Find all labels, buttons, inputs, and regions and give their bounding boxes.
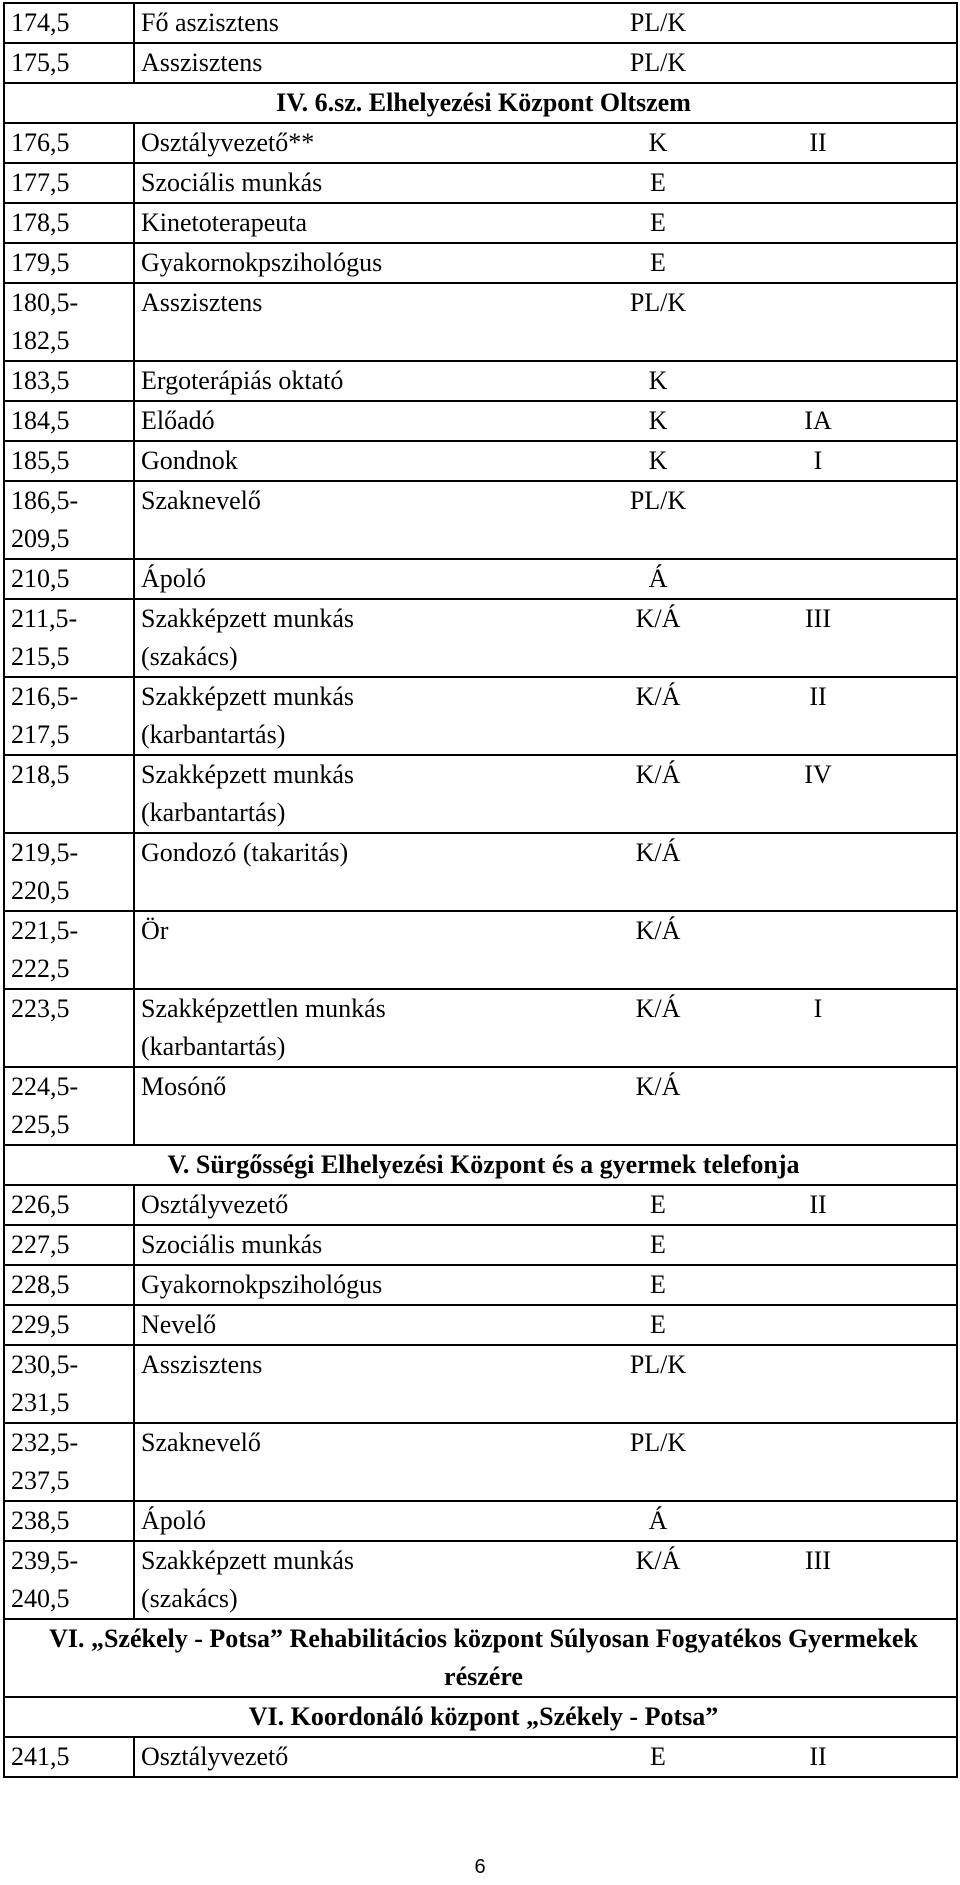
row-number-cell (4, 283, 134, 361)
position-cell (134, 401, 957, 441)
position-cell (134, 1305, 957, 1345)
pay-category: PL/K (629, 8, 687, 37)
position-cell (134, 43, 957, 83)
table-row (4, 43, 957, 83)
position-name: Szakképzett munkás (karbantartás) (141, 760, 354, 827)
table-row (4, 283, 957, 361)
grade: II (809, 1190, 827, 1219)
position-cell (134, 243, 957, 283)
row-number: 227,5 (11, 1230, 70, 1259)
grade: III (805, 604, 831, 633)
row-number-cell (4, 1067, 134, 1145)
staff-table (3, 2, 958, 1778)
row-number: 241,5 (11, 1742, 70, 1771)
table-row (4, 1305, 957, 1345)
table-row (4, 401, 957, 441)
pay-category: K/Á (635, 760, 681, 789)
position-cell (134, 1541, 957, 1619)
position-name: Szakképzett munkás (szakács) (141, 604, 354, 671)
table-row (4, 911, 957, 989)
row-number: 239,5- 240,5 (11, 1546, 79, 1613)
position-cell (134, 1225, 957, 1265)
table-row (4, 559, 957, 599)
row-number-cell (4, 559, 134, 599)
row-number-cell (4, 43, 134, 83)
table-row (4, 677, 957, 755)
position-name: Nevelő (141, 1310, 217, 1339)
position-name: Kinetoterapeuta (141, 208, 308, 237)
row-number-cell (4, 3, 134, 43)
position-cell (134, 1501, 957, 1541)
row-number-cell (4, 243, 134, 283)
pay-category: E (650, 1230, 666, 1259)
row-number-cell (4, 1265, 134, 1305)
table-row (4, 481, 957, 559)
table-row (4, 755, 957, 833)
row-number: 232,5- 237,5 (11, 1428, 79, 1495)
section-title: VI. „Székely - Potsa” Rehabilitácios központ Súlyosan Fogyatékos Gyermekek részére (4, 1619, 957, 1697)
position-cell (134, 677, 957, 755)
table-row (4, 1501, 957, 1541)
section-title: VI. Koordonáló központ „Székely - Potsa” (4, 1697, 957, 1737)
row-number-cell (4, 911, 134, 989)
grade: II (809, 128, 827, 157)
table-row (4, 361, 957, 401)
position-name: Előadó (141, 406, 215, 435)
row-number: 179,5 (11, 248, 70, 277)
table-row (4, 1541, 957, 1619)
row-number: 186,5- 209,5 (11, 486, 79, 553)
position-cell (134, 361, 957, 401)
page-number: 6 (474, 1856, 486, 1878)
pay-category: Á (648, 564, 668, 593)
grade: IA (804, 406, 832, 435)
row-number-cell (4, 123, 134, 163)
row-number: 216,5- 217,5 (11, 682, 79, 749)
pay-category: E (650, 208, 666, 237)
position-name: Szaknevelő (141, 1428, 261, 1457)
pay-category: K/Á (635, 916, 681, 945)
position-cell (134, 755, 957, 833)
position-cell (134, 3, 957, 43)
grade: I (813, 446, 823, 475)
position-cell (134, 1737, 957, 1777)
pay-category: E (650, 1310, 666, 1339)
position-cell (134, 833, 957, 911)
grade: III (805, 1546, 831, 1575)
position-name: Szakképzett munkás (karbantartás) (141, 682, 354, 749)
row-number: 183,5 (11, 366, 70, 395)
row-number: 238,5 (11, 1506, 70, 1535)
row-number: 175,5 (11, 48, 70, 77)
table-row (4, 599, 957, 677)
pay-category: K (648, 366, 668, 395)
section-header-row (4, 83, 957, 123)
table-row (4, 123, 957, 163)
pay-category: K/Á (635, 1546, 681, 1575)
position-name: Gyakornokpszihológus (141, 1270, 383, 1299)
row-number-cell (4, 833, 134, 911)
row-number: 174,5 (11, 8, 70, 37)
position-name: Ergoterápiás oktató (141, 366, 344, 395)
position-cell (134, 559, 957, 599)
row-number-cell (4, 203, 134, 243)
position-name: Asszisztens (141, 1350, 263, 1379)
position-name: Asszisztens (141, 288, 263, 317)
position-cell (134, 1423, 957, 1501)
pay-category: K/Á (635, 604, 681, 633)
section-title: V. Sürgősségi Elhelyezési Központ és a gyermek telefonja (4, 1145, 957, 1185)
position-name: Fő aszisztens (141, 8, 279, 37)
position-cell (134, 1067, 957, 1145)
table-row (4, 243, 957, 283)
table-row (4, 833, 957, 911)
section-header-row (4, 1619, 957, 1697)
position-name: Szociális munkás (141, 168, 323, 197)
row-number-cell (4, 1185, 134, 1225)
pay-category: K/Á (635, 682, 681, 711)
position-name: Gondozó (takaritás) (141, 838, 349, 867)
row-number-cell (4, 1737, 134, 1777)
table-row (4, 989, 957, 1067)
pay-category: E (650, 1742, 666, 1771)
position-name: Osztályvezető (141, 1742, 289, 1771)
row-number: 178,5 (11, 208, 70, 237)
position-cell (134, 1185, 957, 1225)
position-name: Gyakornokpszihológus (141, 248, 383, 277)
grade: IV (804, 760, 832, 789)
position-name: Asszisztens (141, 48, 263, 77)
position-name: Gondnok (141, 446, 238, 475)
section-header-row (4, 1697, 957, 1737)
pay-category: E (650, 1270, 666, 1299)
table-row (4, 1423, 957, 1501)
row-number-cell (4, 361, 134, 401)
row-number-cell (4, 1345, 134, 1423)
row-number: 224,5- 225,5 (11, 1072, 79, 1139)
position-name: Osztályvezető (141, 1190, 289, 1219)
row-number-cell (4, 1305, 134, 1345)
row-number: 185,5 (11, 446, 70, 475)
table-row (4, 1345, 957, 1423)
position-name: Osztályvezető** (141, 128, 315, 157)
table-row (4, 163, 957, 203)
position-cell (134, 283, 957, 361)
row-number: 226,5 (11, 1190, 70, 1219)
position-name: Ápoló (141, 564, 206, 593)
table-row (4, 3, 957, 43)
row-number: 221,5- 222,5 (11, 916, 79, 983)
row-number-cell (4, 677, 134, 755)
row-number: 228,5 (11, 1270, 70, 1299)
position-name: Szaknevelő (141, 486, 261, 515)
position-cell (134, 481, 957, 559)
pay-category: K/Á (635, 838, 681, 867)
position-name: Szociális munkás (141, 1230, 323, 1259)
pay-category: K/Á (635, 1072, 681, 1101)
row-number-cell (4, 163, 134, 203)
row-number-cell (4, 755, 134, 833)
row-number: 180,5- 182,5 (11, 288, 79, 355)
row-number: 184,5 (11, 406, 70, 435)
table-row (4, 1185, 957, 1225)
table-row (4, 1067, 957, 1145)
row-number: 177,5 (11, 168, 70, 197)
table-row (4, 203, 957, 243)
pay-category: K (648, 128, 668, 157)
row-number: 223,5 (11, 994, 70, 1023)
pay-category: Á (648, 1506, 668, 1535)
position-name: Ápoló (141, 1506, 206, 1535)
position-cell (134, 1345, 957, 1423)
position-cell (134, 1265, 957, 1305)
position-cell (134, 599, 957, 677)
position-cell (134, 123, 957, 163)
staff-table-body (4, 3, 957, 1777)
row-number-cell (4, 481, 134, 559)
row-number-cell (4, 401, 134, 441)
table-row (4, 441, 957, 481)
position-cell (134, 203, 957, 243)
position-cell (134, 441, 957, 481)
row-number-cell (4, 989, 134, 1067)
table-row (4, 1737, 957, 1777)
position-cell (134, 989, 957, 1067)
row-number-cell (4, 599, 134, 677)
row-number: 211,5- 215,5 (11, 604, 78, 671)
pay-category: PL/K (629, 288, 687, 317)
row-number-cell (4, 1423, 134, 1501)
grade: II (809, 682, 827, 711)
row-number: 176,5 (11, 128, 70, 157)
section-title: IV. 6.sz. Elhelyezési Központ Oltszem (4, 83, 957, 123)
grade: I (813, 994, 823, 1023)
row-number-cell (4, 1501, 134, 1541)
row-number-cell (4, 441, 134, 481)
position-cell (134, 911, 957, 989)
table-row (4, 1265, 957, 1305)
pay-category: K (648, 446, 668, 475)
pay-category: E (650, 1190, 666, 1219)
position-name: Szakképzett munkás (szakács) (141, 1546, 354, 1613)
row-number: 229,5 (11, 1310, 70, 1339)
row-number: 219,5- 220,5 (11, 838, 79, 905)
position-name: Mosónő (141, 1072, 227, 1101)
position-name: Szakképzettlen munkás (karbantartás) (141, 994, 386, 1061)
row-number: 218,5 (11, 760, 70, 789)
section-header-row (4, 1145, 957, 1185)
row-number: 210,5 (11, 564, 70, 593)
position-cell (134, 163, 957, 203)
pay-category: PL/K (629, 48, 687, 77)
table-row (4, 1225, 957, 1265)
grade: II (809, 1742, 827, 1771)
pay-category: PL/K (629, 1350, 687, 1379)
row-number: 230,5- 231,5 (11, 1350, 79, 1417)
row-number-cell (4, 1541, 134, 1619)
pay-category: PL/K (629, 1428, 687, 1457)
position-name: Ör (141, 916, 169, 945)
pay-category: E (650, 168, 666, 197)
pay-category: PL/K (629, 486, 687, 515)
pay-category: K (648, 406, 668, 435)
row-number-cell (4, 1225, 134, 1265)
pay-category: E (650, 248, 666, 277)
pay-category: K/Á (635, 994, 681, 1023)
